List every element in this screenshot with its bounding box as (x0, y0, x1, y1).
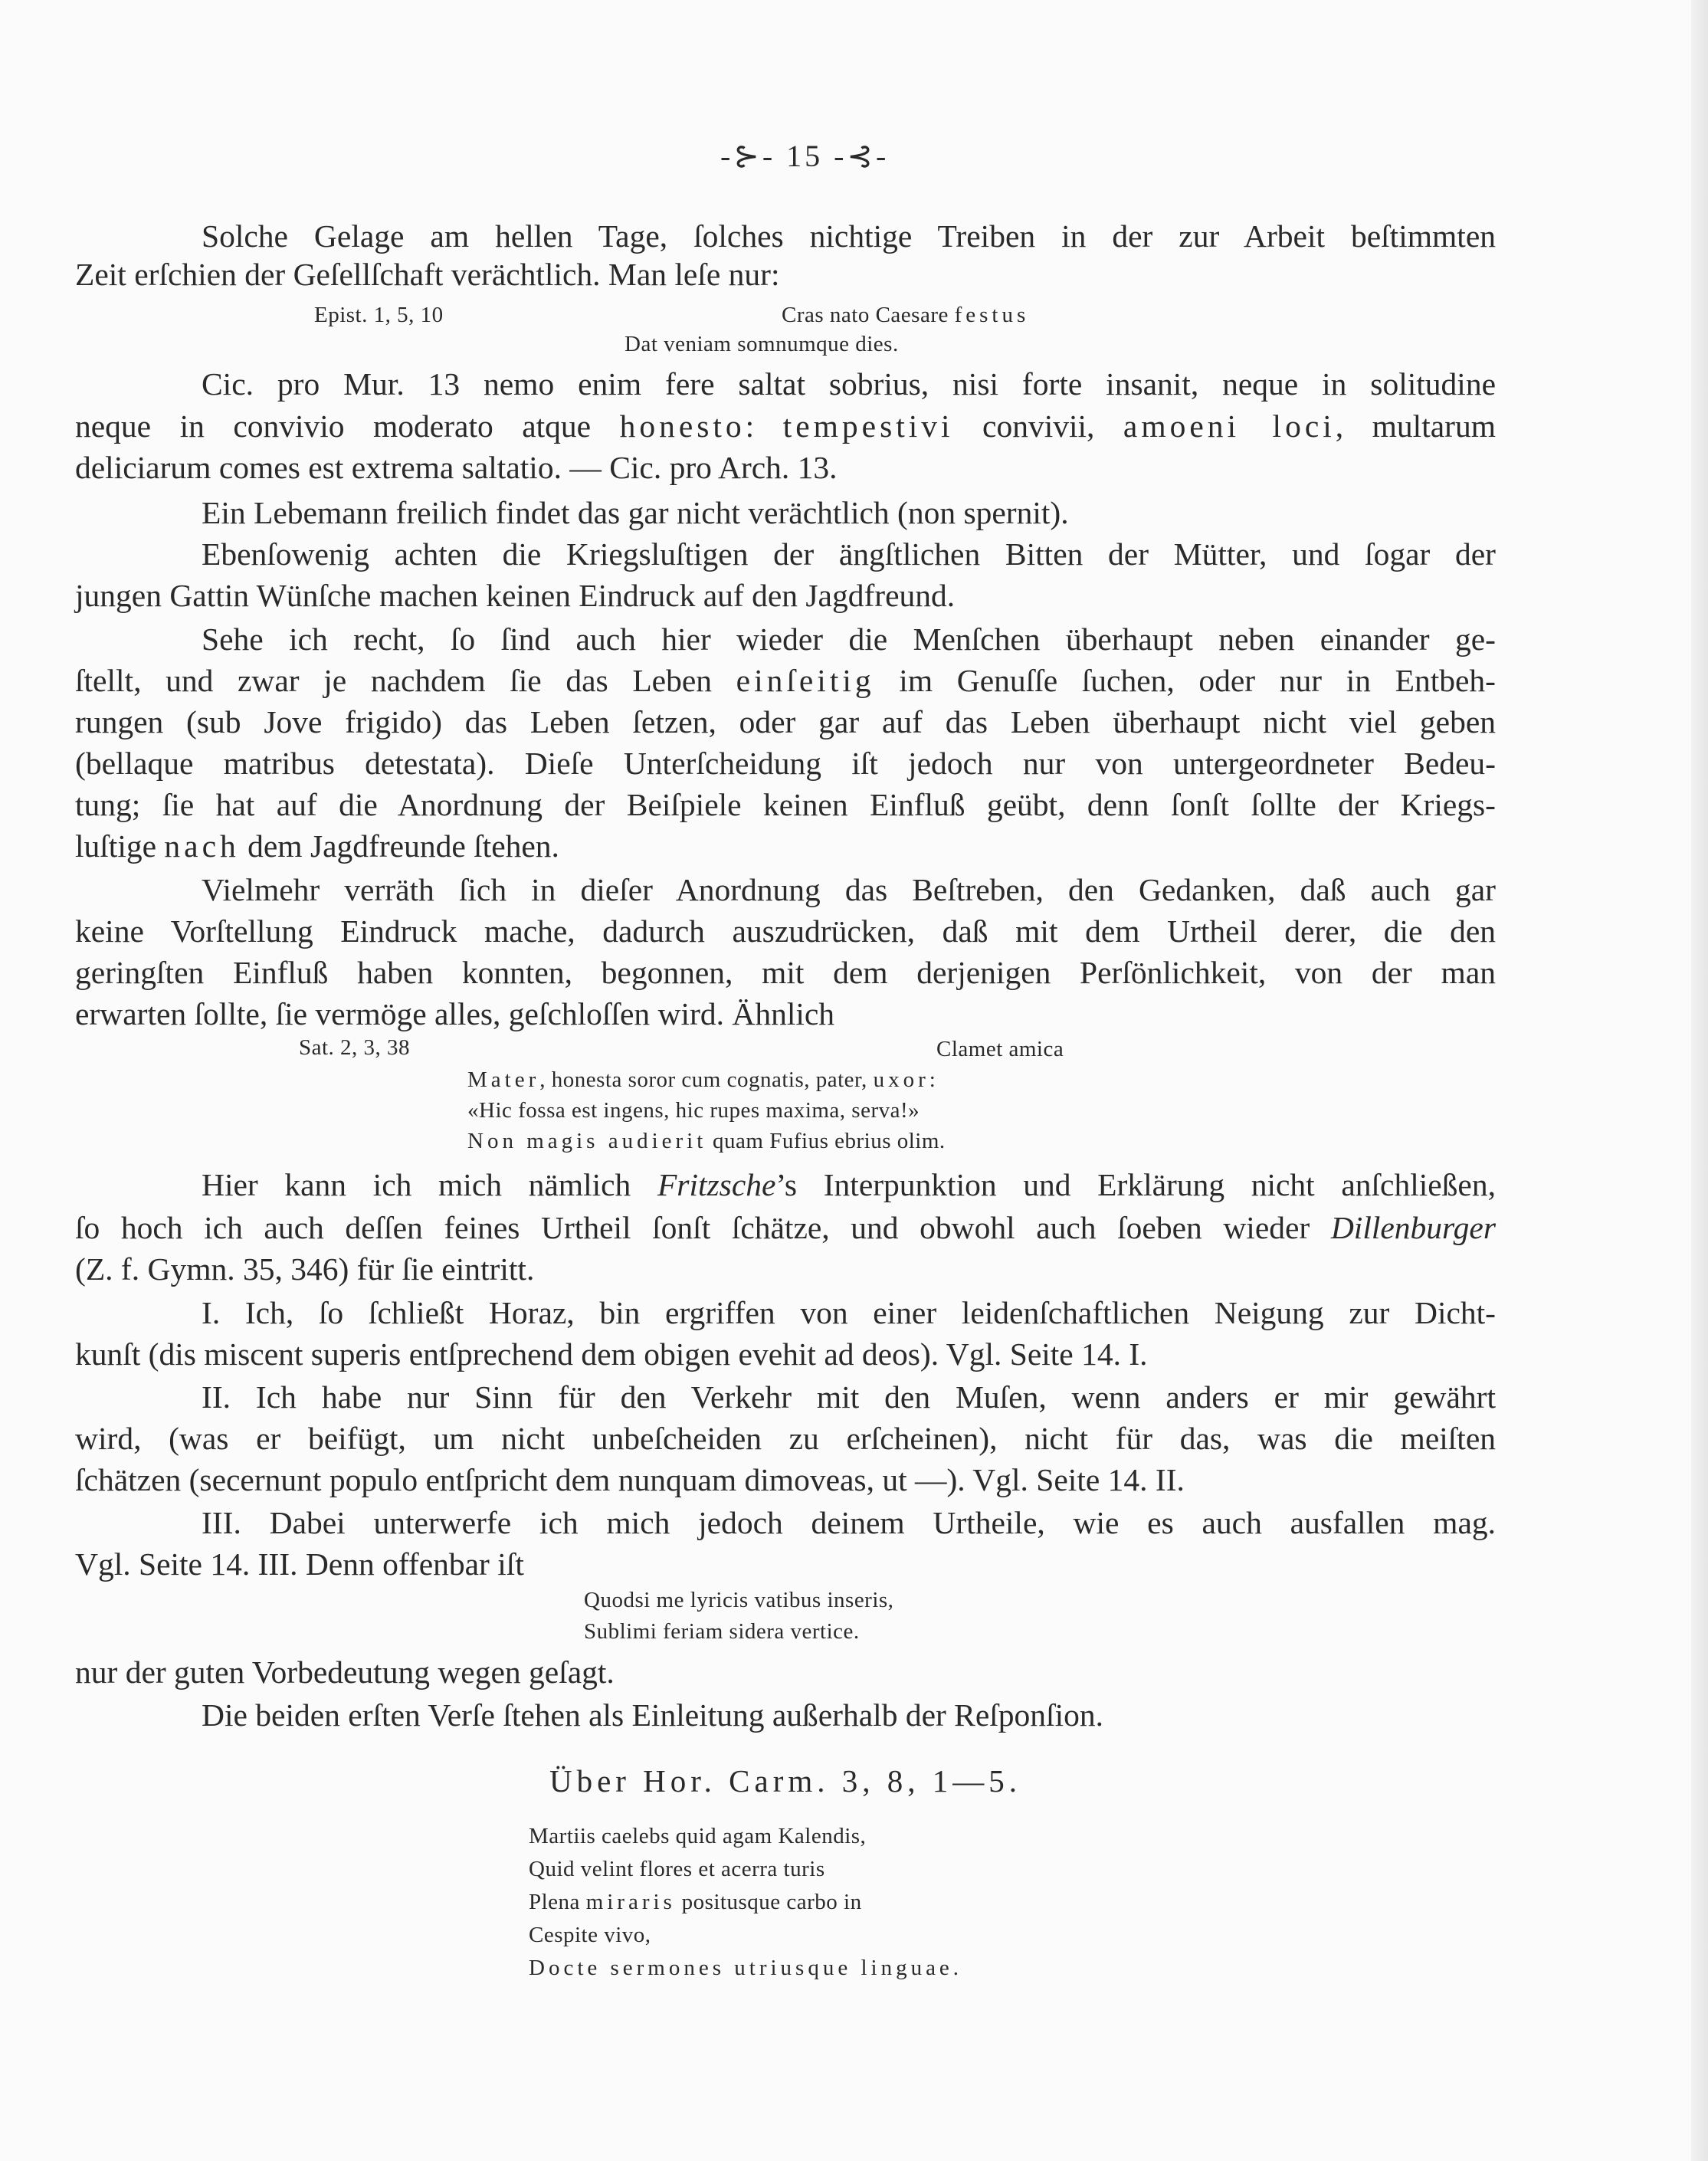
p7-line-2 (75, 1208, 1496, 1248)
poem-line-3c: positusque carbo in (675, 1890, 862, 1914)
poem-line-2: Quid velint flores et acerra turis (529, 1857, 825, 1881)
quote2-reference: Sat. 2, 3, 38 (299, 1035, 411, 1060)
p5-line-2c: im Genuſſe ſuchen, oder nur in Entbeh- (874, 663, 1496, 698)
p9-line-2: wird, (was er beifügt, um nicht unbeſcheiden zu erſcheinen), nicht für das, was die meiſten (75, 1421, 1496, 1456)
p2-line-2d: tempestivi (782, 408, 954, 444)
p12-line-1: Die beiden erſten Verſe ſtehen als Einleitung außerhalb der Reſponſion. (202, 1697, 1103, 1733)
p7-line-2a: ſo hoch ich auch deſſen feines Urtheil ſonſt ſchätze, und obwohl auch ſoeben wieder (75, 1210, 1331, 1245)
p6-line-1: Vielmehr verräth ſich in dieſer Anordnung das Beſtreben, den Gedanken, daß auch gar (202, 872, 1496, 907)
p8-line-1: I. Ich, ſo ſchließt Horaz, bin ergriffen von einer leidenſchaftlichen Neigung zur Dicht- (202, 1295, 1496, 1330)
quote2-line-1c: uxor (873, 1067, 929, 1092)
p6-line-2: keine Vorſtellung Eindruck mache, dadurch auszudrücken, daß mit dem Urtheil derer, die den (75, 913, 1496, 949)
p2-line-2g: , multarum (1335, 408, 1496, 444)
quote2-line-1d: : (929, 1067, 936, 1092)
p7-line-1b: Fritzsche (657, 1167, 776, 1202)
poem-line-5: Docte sermones utriusque linguae. (529, 1956, 963, 1980)
p7-line-1 (202, 1165, 1496, 1205)
quote2-line-1a: Mater (467, 1067, 540, 1092)
p8-line-2: kunſt (dis miscent superis entſprechend dem obigen evehit ad deos). Vgl. Seite 14. I. (75, 1336, 1148, 1372)
quote1-line-1a: Cras nato Caesare (782, 303, 955, 327)
p4-line-2: jungen Gattin Wünſche machen keinen Eindruck auf den Jagdfreund. (75, 578, 956, 613)
p2-line-2 (75, 406, 1496, 446)
quote2-line-2: «Hic fossa est ingens, hic rupes maxima, serva!» (467, 1098, 920, 1123)
poem-line-3b: miraris (585, 1890, 676, 1914)
scan-edge (1691, 0, 1708, 2161)
p6-line-4: erwarten ſollte, ſie vermöge alles, geſchloſſen wird. Ähnlich (75, 996, 835, 1031)
quote1-reference: Epist. 1, 5, 10 (314, 303, 444, 327)
poem-line-1: Martiis caelebs quid agam Kalendis, (529, 1824, 867, 1848)
p1-line-2: Zeit erſchien der Geſellſchaft verächtlich. Man leſe nur: (75, 257, 780, 292)
page-number (720, 138, 890, 174)
p7-line-1c: ’s Interpunktion und Erklärung nicht anſchließen, (775, 1167, 1496, 1202)
p11-line-1: nur der guten Vorbedeutung wegen geſagt. (75, 1654, 615, 1690)
p5-line-5: tung; ſie hat auf die Anordnung der Beiſpiele keinen Einfluß geübt, denn ſonſt ſollte der Kriegs- (75, 787, 1496, 822)
quote2-line-3b: quam Fufius ebrius olim. (706, 1129, 946, 1153)
p2-line-3: deliciarum comes est extrema saltatio. — Cic. pro Arch. 13. (75, 450, 838, 485)
quote2-line-0: Clamet amica (936, 1037, 1064, 1061)
p2-line-2a: neque in convivio moderato atque (75, 408, 620, 444)
quote3-line-2: Sublimi feriam sidera vertice. (584, 1619, 860, 1644)
p5-line-6c: dem Jagdfreunde ſtehen. (239, 828, 559, 864)
p1-line-1: Solche Gelage am hellen Tage, ſolches nichtige Treiben in der zur Arbeit beſtimmten (202, 218, 1496, 254)
p9-line-1: II. Ich habe nur Sinn für den Verkehr mit den Muſen, wenn anders er mir gewährt (202, 1379, 1496, 1415)
p5-line-6b: nach (164, 828, 240, 864)
p3-line-1: Ein Lebemann freilich findet das gar nicht verächtlich (non spernit). (202, 495, 1069, 530)
p2-line-2b: honesto (619, 408, 746, 444)
p5-line-2a: ſtellt, und zwar je nachdem ſie das Leben (75, 663, 736, 698)
p2-line-1: Cic. pro Mur. 13 nemo enim fere saltat sobrius, nisi forte insanit, neque in solitudine (202, 366, 1496, 402)
p4-line-1: Ebenſowenig achten die Kriegsluſtigen der ängſtlichen Bitten der Mütter, und ſogar der (202, 536, 1496, 572)
page-number-value: 15 (786, 139, 824, 173)
poem-line-4: Cespite vivo, (529, 1923, 651, 1947)
quote1-line-1b: festus (954, 303, 1030, 327)
p6-line-3: geringſten Einfluß haben konnten, begonnen, mit dem derjenigen Perſönlichkeit, von der man (75, 955, 1496, 990)
p5-line-1: Sehe ich recht, ſo ſind auch hier wieder die Menſchen überhaupt neben einander ge- (202, 621, 1496, 657)
poem-line-3a: Plena (529, 1890, 586, 1914)
p5-line-2b: einſeitig (736, 663, 875, 698)
quote2-line-1 (467, 1065, 936, 1094)
p2-line-2e: convivii, (953, 408, 1123, 444)
p5-line-4: (bellaque matribus detestata). Dieſe Unterſcheidung iſt jedoch nur von untergeordneter Bedeu- (75, 746, 1496, 781)
p7-line-2b: Dillenburger (1330, 1210, 1496, 1245)
quote2-line-3 (467, 1126, 946, 1156)
quote1-line-1 (782, 300, 1029, 330)
quote1-line-2: Dat veniam somnumque dies. (625, 332, 899, 356)
poem-line-3 (529, 1887, 862, 1917)
ornament-left: -⊱- (720, 139, 787, 173)
p10-line-2: Vgl. Seite 14. III. Denn offenbar iſt (75, 1546, 524, 1582)
ornament-right: -⊰- (823, 139, 890, 173)
quote2-line-1b: , honesta soror cum cognatis, pater, (539, 1067, 874, 1092)
p2-line-2c: : (745, 408, 783, 444)
p5-line-3: rungen (sub Jove frigido) das Leben ſetzen, oder gar auf das Leben überhaupt nicht viel geben (75, 704, 1496, 739)
p7-line-1a: Hier kann ich mich nämlich (202, 1167, 657, 1202)
quote2-line-3a: Non magis audierit (467, 1129, 707, 1153)
p5-line-6 (75, 826, 559, 866)
p10-line-1: III. Dabei unterwerfe ich mich jedoch deinem Urtheile, wie es auch ausfallen mag. (202, 1505, 1496, 1540)
p5-line-6a: luſtige (75, 828, 165, 864)
p2-line-2f: amoeni loci (1123, 408, 1336, 444)
p7-line-3: (Z. f. Gymn. 35, 346) für ſie eintritt. (75, 1251, 535, 1287)
p5-line-2 (75, 661, 1496, 700)
section-heading: Über Hor. Carm. 3, 8, 1—5. (549, 1763, 1022, 1799)
quote3-line-1: Quodsi me lyricis vatibus inseris, (584, 1588, 894, 1612)
p9-line-3: ſchätzen (secernunt populo entſpricht dem nunquam dimoveas, ut —). Vgl. Seite 14. II. (75, 1462, 1185, 1497)
